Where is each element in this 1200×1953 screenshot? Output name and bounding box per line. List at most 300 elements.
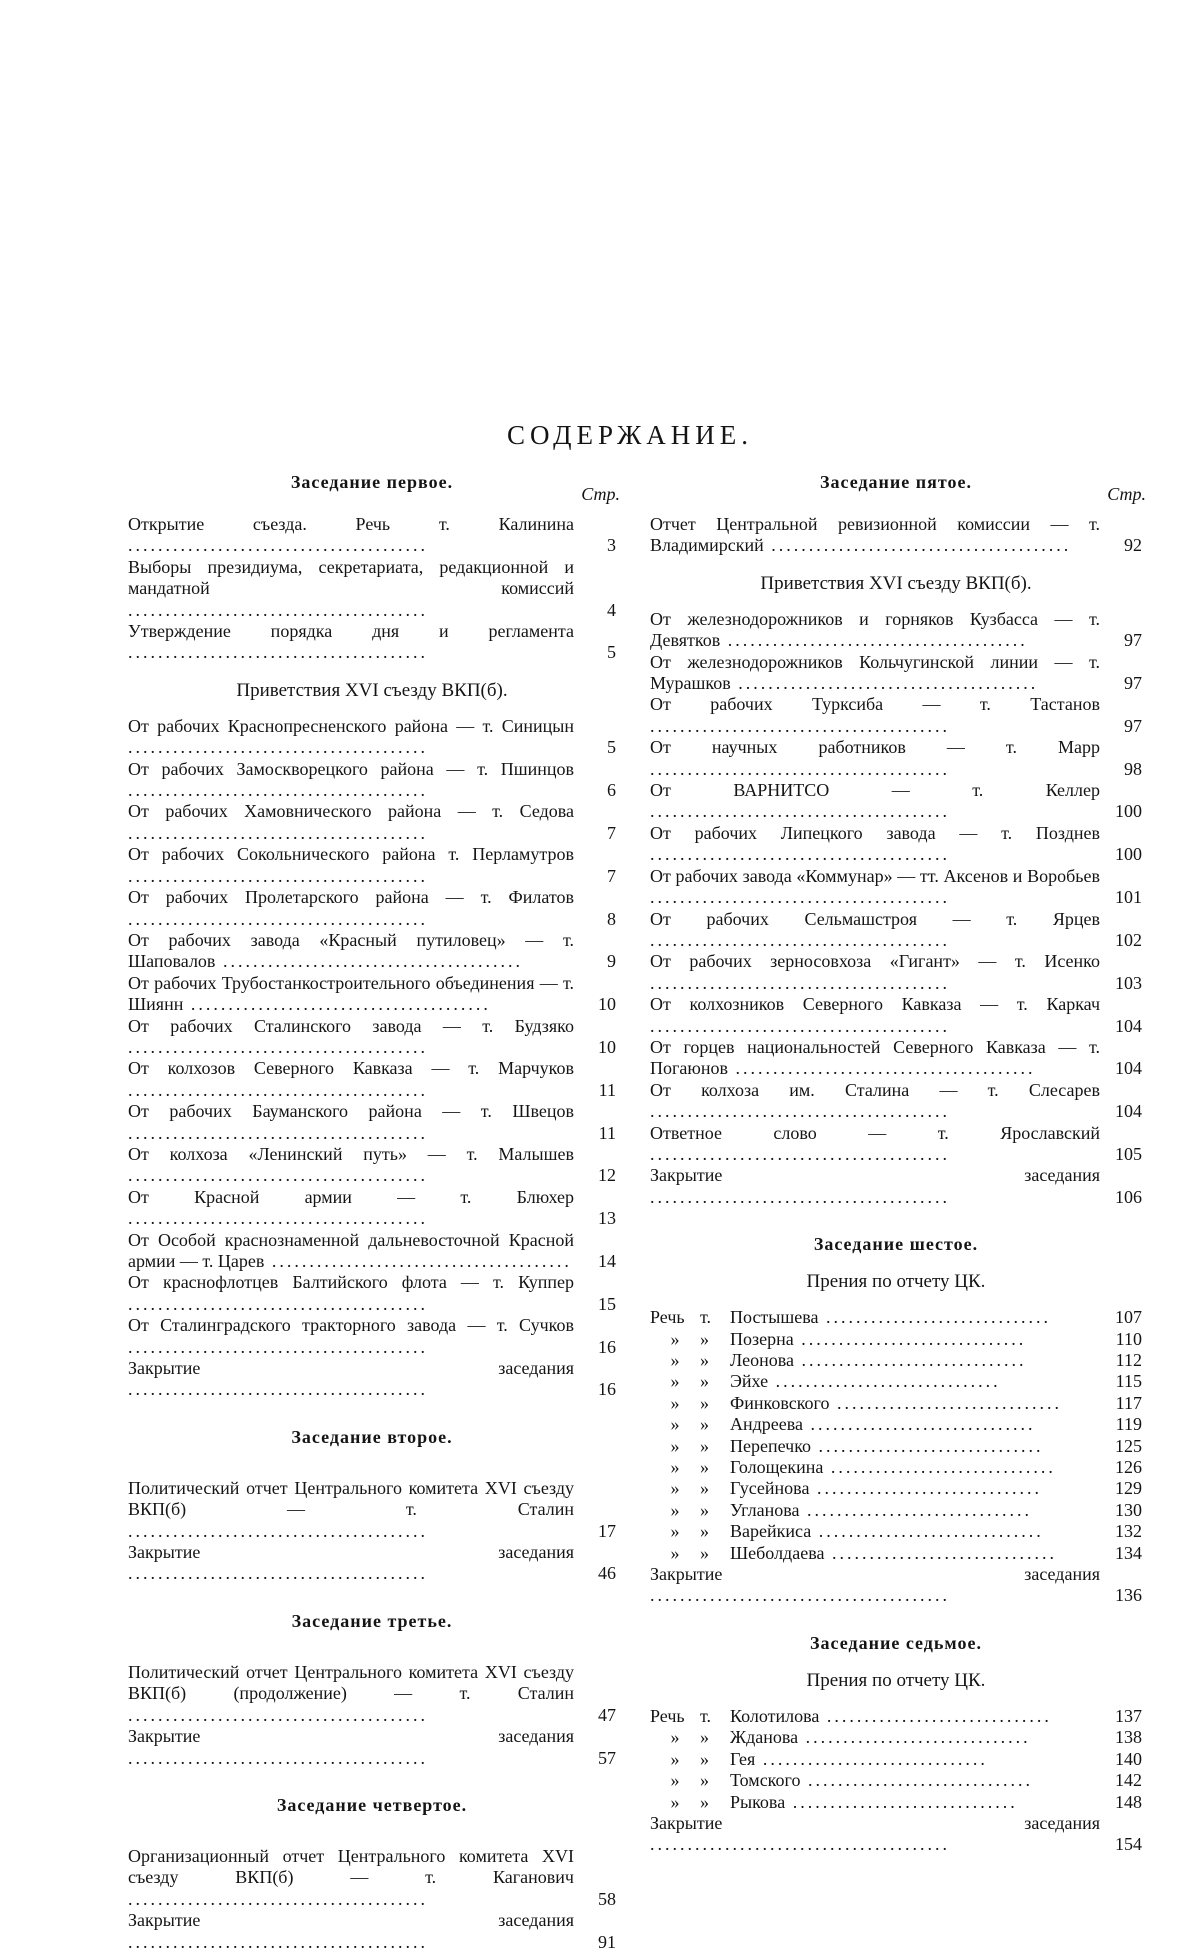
speaker-name-text: Эйхе xyxy=(730,1371,769,1392)
speaker-name xyxy=(730,1478,1100,1499)
toc-entry xyxy=(128,844,616,887)
entry-text: От рабочих завода «Красный путиловец» — т. Шаповалов xyxy=(128,929,574,972)
speech-prefix-2 xyxy=(700,1457,730,1478)
session-heading: Заседание третье. xyxy=(291,1610,453,1631)
leader-dots: .............................. xyxy=(824,1542,1057,1563)
entry-title xyxy=(650,514,1100,557)
ditto-mark: » xyxy=(670,1414,680,1435)
entry-title xyxy=(650,1564,1100,1607)
entry-text: От научных работников — т. Марр xyxy=(650,737,1100,758)
leader-dots: .............................. xyxy=(800,1770,1033,1791)
leader-dots: ........................................ xyxy=(128,1165,428,1186)
entry-page: 12 xyxy=(598,1165,616,1186)
entry-page: 97 xyxy=(1124,673,1142,694)
entry-page: 107 xyxy=(1115,1307,1142,1328)
entry-page: 5 xyxy=(607,642,616,663)
leader-dots: ........................................ xyxy=(128,908,428,929)
speech-entry xyxy=(650,1727,1142,1748)
entry-page: 57 xyxy=(598,1747,616,1768)
entry-page: 98 xyxy=(1124,758,1142,779)
speaker-name-text: Рыкова xyxy=(730,1791,786,1812)
ditto-mark: » xyxy=(670,1328,680,1349)
leader-dots: ........................................ xyxy=(128,865,428,886)
entry-title xyxy=(128,973,574,1016)
speech-entry xyxy=(650,1543,1142,1564)
entry-page: 17 xyxy=(598,1520,616,1541)
entry-page: 148 xyxy=(1115,1791,1142,1812)
entry-text: От Сталинградского тракторного завода — т. Сучков xyxy=(128,1315,574,1336)
toc-entry xyxy=(650,866,1142,909)
ditto-mark: » xyxy=(700,1328,709,1349)
toc-entry xyxy=(128,1101,616,1144)
entry-text: От горцев национальностей Северного Кавказа — т. Погаюнов xyxy=(650,1036,1100,1079)
spacer xyxy=(128,1401,616,1427)
speech-prefix xyxy=(650,1329,700,1350)
speech-prefix: Речь xyxy=(650,1307,685,1328)
speech-entry xyxy=(650,1350,1142,1371)
leader-dots: .............................. xyxy=(755,1748,988,1769)
entry-text: Закрытие заседания xyxy=(128,1358,574,1379)
speech-prefix-2 xyxy=(700,1521,730,1542)
leader-dots: ........................................ xyxy=(128,1931,428,1952)
toc-entry xyxy=(128,1846,616,1910)
entry-title xyxy=(650,1080,1100,1123)
speaker-name-text: Томского xyxy=(730,1770,801,1791)
speech-prefix-2 xyxy=(700,1792,730,1813)
entry-text: Закрытие заседания xyxy=(650,1165,1100,1186)
entry-page: 16 xyxy=(598,1379,616,1400)
leader-dots: ........................................ xyxy=(128,1888,428,1909)
entry-page: 140 xyxy=(1115,1748,1142,1769)
entry-text: От краснофлотцев Балтийского флота — т. Куппер xyxy=(128,1272,574,1293)
spacer xyxy=(128,1816,616,1846)
speech-entry xyxy=(650,1307,1142,1328)
entry-text: Закрытие заседания xyxy=(128,1542,574,1563)
entry-page: 11 xyxy=(598,1079,616,1100)
speech-prefix-2: т. xyxy=(700,1307,712,1328)
entry-page: 117 xyxy=(1115,1392,1142,1413)
entry-page: 102 xyxy=(1115,929,1142,950)
toc-entry xyxy=(128,887,616,930)
entry-text: От рабочих Турксиба — т. Тастанов xyxy=(650,694,1100,715)
speaker-name-text: Леонова xyxy=(730,1350,794,1370)
leader-dots: ........................................ xyxy=(128,737,428,758)
leader-dots: .............................. xyxy=(818,1307,1051,1328)
entry-text: От ВАРНИТСО — т. Келлер xyxy=(650,780,1100,801)
speech-prefix-2: т. xyxy=(700,1705,712,1726)
speech-prefix-2 xyxy=(700,1350,730,1371)
entry-text: Закрытие заседания xyxy=(128,1726,574,1747)
speaker-name xyxy=(730,1770,1100,1791)
toc-entry xyxy=(128,1315,616,1358)
speaker-name-text: Варейкиса xyxy=(730,1521,812,1542)
entry-page: 104 xyxy=(1115,1058,1142,1079)
ditto-mark: » xyxy=(700,1499,709,1520)
ditto-mark: » xyxy=(700,1392,709,1413)
leader-dots: ........................................ xyxy=(128,642,428,663)
page-column-label: Стр. xyxy=(1107,484,1146,504)
entry-page: 5 xyxy=(607,737,616,758)
entry-page: 126 xyxy=(1115,1457,1142,1478)
entry-page: 125 xyxy=(1115,1435,1142,1456)
toc-entry xyxy=(128,1542,616,1585)
toc-entry xyxy=(128,930,616,973)
entry-page: 115 xyxy=(1115,1371,1142,1392)
entry-text: От колхозов Северного Кавказа — т. Марчуков xyxy=(128,1058,574,1079)
speaker-name-text: Колотилова xyxy=(730,1705,820,1726)
leader-dots: .............................. xyxy=(819,1705,1052,1726)
leader-dots: ........................................ xyxy=(650,715,950,736)
right-column xyxy=(650,470,1146,1856)
entry-page: 119 xyxy=(1115,1414,1142,1435)
entry-page: 106 xyxy=(1115,1186,1142,1207)
leader-dots: ........................................ xyxy=(128,1520,428,1541)
ditto-mark: » xyxy=(700,1770,709,1791)
session-heading: Заседание второе. xyxy=(291,1426,453,1447)
entry-title xyxy=(128,1187,574,1230)
speech-prefix xyxy=(650,1770,700,1791)
speech-prefix xyxy=(650,1792,700,1813)
toc-entry xyxy=(128,557,616,621)
toc-entry xyxy=(128,759,616,802)
toc-entry xyxy=(650,1080,1142,1123)
leader-dots: ........................................ xyxy=(264,1251,572,1271)
entry-page: 47 xyxy=(598,1704,616,1725)
leader-dots: ........................................ xyxy=(763,535,1072,556)
entry-title xyxy=(128,1016,574,1059)
entry-text: От рабочих зерносовхоза «Гигант» — т. Исенко xyxy=(650,951,1100,972)
entry-page: 11 xyxy=(598,1122,616,1143)
session-heading: Заседание пятое. xyxy=(819,472,972,492)
speech-prefix xyxy=(650,1457,700,1478)
leader-dots: ........................................ xyxy=(650,1186,950,1207)
entry-page: 46 xyxy=(598,1563,616,1584)
toc-entry xyxy=(128,716,616,759)
speech-prefix-2 xyxy=(700,1478,730,1499)
entry-page: 110 xyxy=(1115,1328,1142,1349)
entry-page: 3 xyxy=(607,535,616,556)
toc-entry xyxy=(650,514,1142,557)
debate-heading: Прения по отчету ЦК. xyxy=(806,1271,986,1293)
leader-dots: ........................................ xyxy=(650,1143,950,1164)
leader-dots: .............................. xyxy=(798,1727,1031,1748)
spacer xyxy=(128,1448,616,1478)
leader-dots: ........................................ xyxy=(650,1015,950,1036)
entry-page: 58 xyxy=(598,1888,616,1909)
entry-title xyxy=(650,609,1100,652)
leader-dots: .............................. xyxy=(785,1791,1018,1812)
entry-title xyxy=(128,1542,574,1585)
entry-page: 6 xyxy=(607,780,616,801)
entry-page: 97 xyxy=(1124,715,1142,736)
entry-page: 8 xyxy=(607,908,616,929)
entry-page: 4 xyxy=(607,599,616,620)
entry-page: 10 xyxy=(598,1036,616,1057)
spacer xyxy=(128,1585,616,1611)
speech-entry xyxy=(650,1371,1142,1392)
ditto-mark: » xyxy=(670,1791,680,1812)
ditto-mark: » xyxy=(670,1350,680,1370)
leader-dots: ........................................ xyxy=(650,1585,950,1606)
leader-dots: ........................................ xyxy=(128,1336,428,1357)
spacer xyxy=(650,1208,1142,1234)
entry-page: 10 xyxy=(598,994,616,1015)
entry-text: От рабочих Трубостанкостроительного объединения — т. Шиянн xyxy=(128,972,574,1015)
entry-text: От рабочих Замоскворецкого района — т. Пшинцов xyxy=(128,758,574,779)
speech-prefix xyxy=(650,1414,700,1435)
leader-dots: ........................................ xyxy=(730,673,1039,694)
entry-title xyxy=(128,1230,574,1273)
speaker-name-text: Гусейнова xyxy=(730,1478,810,1499)
entry-title xyxy=(128,1846,574,1910)
entry-title xyxy=(650,951,1100,994)
speaker-name-text: Перепечко xyxy=(730,1435,812,1456)
speech-entry xyxy=(650,1792,1142,1813)
greetings-heading: Приветствия XVI съезду ВКП(б). xyxy=(760,572,1032,594)
speech-prefix xyxy=(650,1727,700,1748)
entry-title xyxy=(128,887,574,930)
speech-entry xyxy=(650,1457,1142,1478)
entry-title xyxy=(128,1910,574,1953)
toc-entry xyxy=(128,1478,616,1542)
speaker-name xyxy=(730,1414,1100,1435)
entry-text: От рабочих Бауманского района — т. Швецов xyxy=(128,1101,574,1122)
left-column xyxy=(128,470,620,1953)
ditto-mark: » xyxy=(670,1371,680,1392)
speech-entry xyxy=(650,1393,1142,1414)
leader-dots: .............................. xyxy=(823,1457,1056,1478)
speech-prefix xyxy=(650,1478,700,1499)
speech-entry xyxy=(650,1770,1142,1791)
leader-dots: .............................. xyxy=(811,1521,1044,1542)
speech-prefix-2 xyxy=(700,1749,730,1770)
entry-text: От рабочих Хамовнического района — т. Седова xyxy=(128,801,574,822)
speaker-name xyxy=(730,1436,1100,1457)
page-title: СОДЕРЖАНИЕ. xyxy=(506,420,754,450)
entry-text: Выборы президиума, секретариата, редакционной и мандатной комиссий xyxy=(128,556,574,599)
entry-page: 130 xyxy=(1115,1499,1142,1520)
entry-title xyxy=(650,780,1100,823)
leader-dots: ........................................ xyxy=(128,780,428,801)
entry-page: 105 xyxy=(1115,1143,1142,1164)
toc-entry xyxy=(650,652,1142,695)
entry-text: От колхоза «Ленинский путь» — т. Малышев xyxy=(128,1143,574,1164)
entry-text: От рабочих Сельмашстроя — т. Ярцев xyxy=(650,908,1100,929)
ditto-mark: » xyxy=(670,1727,680,1748)
entry-text: От рабочих Сталинского завода — т. Будзяко xyxy=(128,1015,574,1036)
speaker-name xyxy=(730,1457,1100,1478)
speech-prefix xyxy=(650,1500,700,1521)
speaker-name-text: Шеболдаева xyxy=(730,1542,825,1563)
speech-entry xyxy=(650,1521,1142,1542)
entry-text: От колхозников Северного Кавказа — т. Каркач xyxy=(650,994,1100,1015)
entry-page: 142 xyxy=(1115,1770,1142,1791)
session-heading: Заседание четвертое. xyxy=(276,1794,468,1815)
debate-heading: Прения по отчету ЦК. xyxy=(806,1669,986,1691)
toc-entry xyxy=(128,1187,616,1230)
toc-entry xyxy=(128,1058,616,1101)
speaker-name-text: Жданова xyxy=(730,1727,799,1748)
entry-title xyxy=(128,1358,574,1401)
leader-dots: ........................................ xyxy=(650,887,950,908)
entry-title xyxy=(650,866,1100,909)
column-header xyxy=(128,470,620,514)
entry-text: От железнодорожников Кольчугинской линии — т. Мурашков xyxy=(650,651,1100,694)
toc-entry xyxy=(128,514,616,557)
entry-title xyxy=(650,1165,1100,1208)
leader-dots: ........................................ xyxy=(128,1747,428,1768)
toc-entry xyxy=(128,1016,616,1059)
leader-dots: ........................................ xyxy=(727,1058,1036,1079)
ditto-mark: » xyxy=(700,1414,709,1435)
speech-prefix xyxy=(650,1371,700,1392)
entry-title xyxy=(128,1058,574,1101)
entry-text: От рабочих завода «Коммунар» — тт. Аксенов и Воробьев xyxy=(650,865,1100,886)
entry-title xyxy=(650,1813,1100,1856)
leader-dots: ........................................ xyxy=(128,1379,428,1400)
ditto-mark: » xyxy=(670,1435,680,1456)
ditto-mark: » xyxy=(670,1457,680,1478)
entry-page: 7 xyxy=(607,822,616,843)
toc-entry xyxy=(128,1230,616,1273)
entry-text: Закрытие заседания xyxy=(650,1812,1100,1833)
leader-dots: ........................................ xyxy=(128,599,428,620)
speaker-name-text: Финковского xyxy=(730,1392,830,1413)
speaker-name-text: Постышева xyxy=(730,1307,819,1328)
speech-prefix xyxy=(650,1393,700,1414)
entry-title xyxy=(128,1478,574,1542)
toc-entry xyxy=(128,1272,616,1315)
entry-page: 138 xyxy=(1115,1727,1142,1748)
leader-dots: .............................. xyxy=(793,1328,1027,1349)
toc-entry xyxy=(650,1813,1142,1856)
speech-entry xyxy=(650,1749,1142,1770)
speech-prefix-2 xyxy=(700,1727,730,1748)
leader-dots: ........................................ xyxy=(128,1079,428,1100)
entry-title xyxy=(650,652,1100,695)
entry-title xyxy=(128,1315,574,1358)
speech-prefix-2 xyxy=(700,1393,730,1414)
session-heading: Заседание шестое. xyxy=(813,1234,979,1255)
session-heading: Заседание седьмое. xyxy=(810,1632,982,1653)
leader-dots: ........................................ xyxy=(183,994,491,1015)
speaker-name xyxy=(730,1521,1100,1542)
leader-dots: ........................................ xyxy=(650,1101,950,1122)
entry-page: 7 xyxy=(607,865,616,886)
entry-title xyxy=(128,621,574,664)
speaker-name xyxy=(730,1543,1100,1564)
entry-page: 132 xyxy=(1115,1521,1142,1542)
entry-page: 137 xyxy=(1115,1705,1142,1726)
entry-text: От рабочих Липецкого завода — т. Позднев xyxy=(650,822,1100,843)
speaker-name xyxy=(730,1350,1100,1371)
leader-dots: ........................................ xyxy=(215,951,523,972)
leader-dots: ........................................ xyxy=(650,844,950,865)
entry-page: 97 xyxy=(1124,630,1142,651)
leader-dots: ........................................ xyxy=(128,1122,428,1143)
leader-dots: ........................................ xyxy=(128,535,428,556)
toc-entry xyxy=(650,1123,1142,1166)
speaker-name-text: Голощекина xyxy=(730,1457,824,1478)
entry-text: Организационный отчет Центрального комитета XVI съезду ВКП(б) — т. Каганович xyxy=(128,1845,574,1888)
speech-prefix: Речь xyxy=(650,1705,685,1726)
speaker-name xyxy=(730,1307,1100,1328)
ditto-mark: » xyxy=(700,1371,709,1392)
ditto-mark: » xyxy=(670,1499,680,1520)
leader-dots: .............................. xyxy=(803,1414,1036,1435)
entry-text: Закрытие заседания xyxy=(650,1564,1100,1585)
entry-title xyxy=(128,801,574,844)
entry-page: 103 xyxy=(1115,972,1142,993)
ditto-mark: » xyxy=(700,1748,709,1769)
leader-dots: .............................. xyxy=(793,1350,1027,1370)
speaker-name xyxy=(730,1749,1100,1770)
entry-title xyxy=(128,1272,574,1315)
ditto-mark: » xyxy=(700,1791,709,1812)
entry-page: 112 xyxy=(1115,1350,1142,1370)
entry-text: Открытие съезда. Речь т. Калинина xyxy=(128,514,574,534)
entry-title xyxy=(128,557,574,621)
speaker-name xyxy=(730,1329,1100,1350)
entry-page: 92 xyxy=(1124,535,1142,556)
toc-entry xyxy=(128,801,616,844)
ditto-mark: » xyxy=(700,1727,709,1748)
toc-entry xyxy=(128,973,616,1016)
speaker-name-text: Гея xyxy=(730,1748,756,1769)
ditto-mark: » xyxy=(700,1435,709,1456)
entry-page: 101 xyxy=(1115,887,1142,908)
toc-entry xyxy=(128,1726,616,1769)
speaker-name xyxy=(730,1393,1100,1414)
spacer xyxy=(128,1632,616,1662)
speech-prefix-2 xyxy=(700,1500,730,1521)
ditto-mark: » xyxy=(700,1350,709,1370)
speech-prefix xyxy=(650,1543,700,1564)
ditto-mark: » xyxy=(700,1542,709,1563)
speech-prefix-2 xyxy=(700,1371,730,1392)
entry-page: 104 xyxy=(1115,1015,1142,1036)
speech-prefix-2 xyxy=(700,1770,730,1791)
ditto-mark: » xyxy=(670,1521,680,1542)
entry-text: Политический отчет Центрального комитета XVI съезду ВКП(б) (продолжение) — т. Сталин xyxy=(128,1661,574,1704)
leader-dots: ........................................ xyxy=(128,1293,428,1314)
entry-page: 13 xyxy=(598,1208,616,1229)
toc-entry xyxy=(650,737,1142,780)
leader-dots: ........................................ xyxy=(128,1563,428,1584)
spacer xyxy=(650,1607,1142,1633)
entry-text: Закрытие заседания xyxy=(128,1910,574,1931)
ditto-mark: » xyxy=(700,1521,709,1542)
entry-title xyxy=(650,1037,1100,1080)
toc-entry xyxy=(650,951,1142,994)
toc-entry xyxy=(128,1144,616,1187)
speaker-name xyxy=(730,1371,1100,1392)
greetings-heading: Приветствия XVI съезду ВКП(б). xyxy=(236,679,508,701)
speech-prefix xyxy=(650,1436,700,1457)
entry-text: От рабочих Сокольнического района т. Перламутров xyxy=(128,844,574,865)
entry-title xyxy=(128,759,574,802)
toc-entry xyxy=(650,823,1142,866)
speaker-name xyxy=(730,1792,1100,1813)
entry-page: 104 xyxy=(1115,1101,1142,1122)
entry-text: От колхоза им. Сталина — т. Слесарев xyxy=(650,1079,1100,1100)
entry-text: От Особой краснознаменной дальневосточной Красной армии — т. Царев xyxy=(128,1229,574,1271)
toc-entry xyxy=(650,909,1142,952)
spacer xyxy=(128,1769,616,1795)
speech-prefix-2 xyxy=(700,1543,730,1564)
entry-title xyxy=(128,1144,574,1187)
leader-dots: ........................................ xyxy=(128,1208,428,1229)
